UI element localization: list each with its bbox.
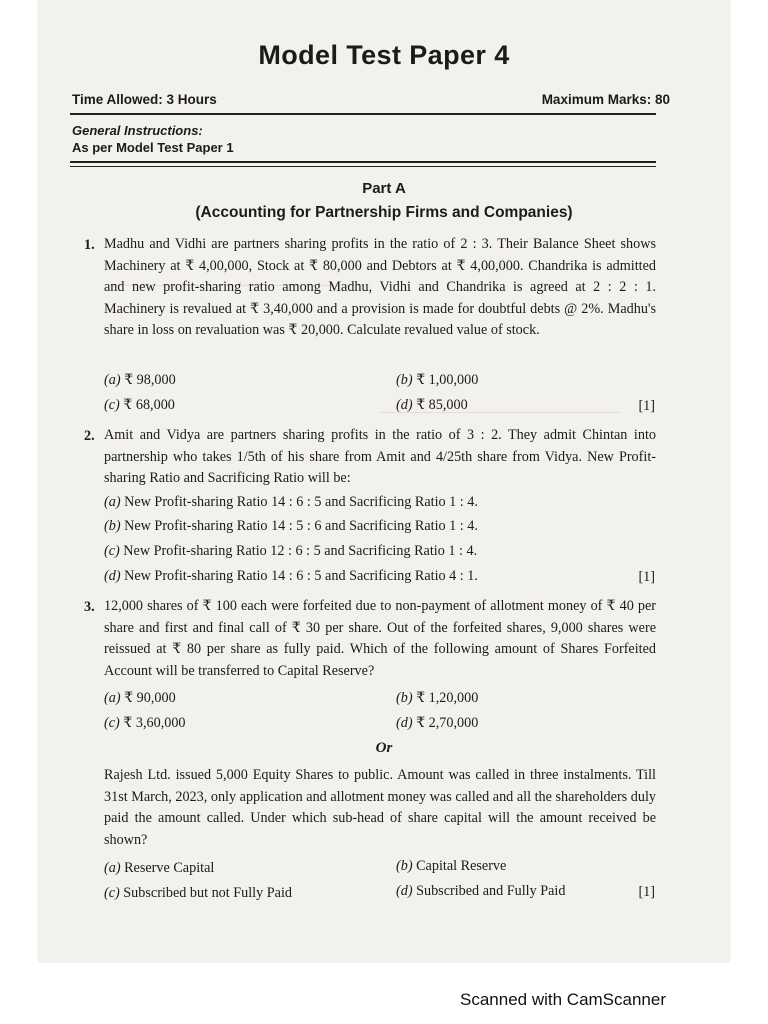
- option-c: (c) ₹ 3,60,000: [104, 715, 186, 731]
- question-text: 12,000 shares of ₹ 100 each were forfeited due to non-payment of allotment money of ₹ 40 per share and first and final call of ₹ 30 per share. Out of the forfeited shares, 9,000 shares were reissued at ₹ 80 per share as fully paid. Which of the following amount of Shares Forfeited Account will be transferred to Capital Reserve?: [104, 598, 656, 679]
- option-a: (a) ₹ 90,000: [104, 690, 176, 706]
- option-a: (a) ₹ 98,000: [104, 372, 176, 388]
- option-d: (d) New Profit-sharing Ratio 14 : 6 : 5 and Sacrificing Ratio 4 : 1.: [104, 568, 478, 584]
- alt-option-a: (a) Reserve Capital: [104, 860, 215, 876]
- alt-option-d: (d) Subscribed and Fully Paid: [396, 883, 566, 899]
- question-text: Amit and Vidya are partners sharing profits in the ratio of 3 : 2. They admit Chintan into partnership who takes 1/5th of his share from Amit and 4/25th share from Vidya. New Profit-sharing Ratio and Sacrificing Ratio will be:: [104, 427, 656, 486]
- option-c: (c) New Profit-sharing Ratio 12 : 6 : 5 and Sacrificing Ratio 1 : 4.: [104, 543, 478, 559]
- option-d: (d) ₹ 2,70,000: [396, 715, 479, 731]
- option-b: (b) New Profit-sharing Ratio 14 : 5 : 6 and Sacrificing Ratio 1 : 4.: [104, 518, 478, 534]
- marks-badge: [1]: [638, 398, 655, 414]
- option-d: (d) ₹ 85,000: [396, 397, 468, 413]
- marks-badge: [1]: [638, 569, 655, 585]
- question-text: Madhu and Vidhi are partners sharing profits in the ratio of 2 : 3. Their Balance Sheet shows Machinery at ₹ 4,00,000, Stock at ₹ 80,000 and Debtors at ₹ 4,00,000. Chandrika is admitted and new profit-sharing ratio among Madhu, Vidhi and Chandrika is agreed at 2 : 2 : 1. Machinery is revalued at ₹ 3,40,000 and a provision is made for doubtful debts @ 2%. Madhu's share in loss on revaluation was ₹ 20,000. Calculate revalued value of stock.: [104, 236, 656, 338]
- scanner-watermark: Scanned with CamScanner: [460, 990, 667, 1009]
- instructions-label: General Instructions:: [72, 123, 203, 138]
- part-heading: Part A: [362, 180, 406, 197]
- instructions-text: As per Model Test Paper 1: [72, 140, 234, 155]
- page-title: Model Test Paper 4: [258, 40, 510, 70]
- instructions-divider-bottom: [70, 166, 656, 167]
- instructions-divider-top: [70, 161, 656, 163]
- header-divider: [70, 113, 656, 115]
- question-number: 3.: [84, 599, 95, 615]
- option-b: (b) ₹ 1,20,000: [396, 690, 479, 706]
- time-allowed: Time Allowed: 3 Hours: [72, 92, 217, 107]
- part-subtitle: (Accounting for Partnership Firms and Companies): [195, 204, 573, 221]
- question-alt-text: Rajesh Ltd. issued 5,000 Equity Shares to public. Amount was called in three instalments. Till 31st March, 2023, only application and allotment money was called and all the shareholders duly paid the amount called. Under which sub-head of share capital will the amount received be shown?: [104, 767, 656, 848]
- question-number: 2.: [84, 428, 95, 444]
- question-number: 1.: [84, 237, 95, 253]
- maximum-marks: Maximum Marks: 80: [541, 92, 670, 107]
- marks-badge: [1]: [638, 884, 655, 900]
- or-separator: Or: [375, 740, 393, 756]
- option-a: (a) New Profit-sharing Ratio 14 : 6 : 5 and Sacrificing Ratio 1 : 4.: [104, 494, 478, 510]
- option-b: (b) ₹ 1,00,000: [396, 372, 479, 388]
- option-c: (c) ₹ 68,000: [104, 397, 175, 413]
- alt-option-b: (b) Capital Reserve: [396, 858, 507, 874]
- alt-option-c: (c) Subscribed but not Fully Paid: [104, 885, 292, 901]
